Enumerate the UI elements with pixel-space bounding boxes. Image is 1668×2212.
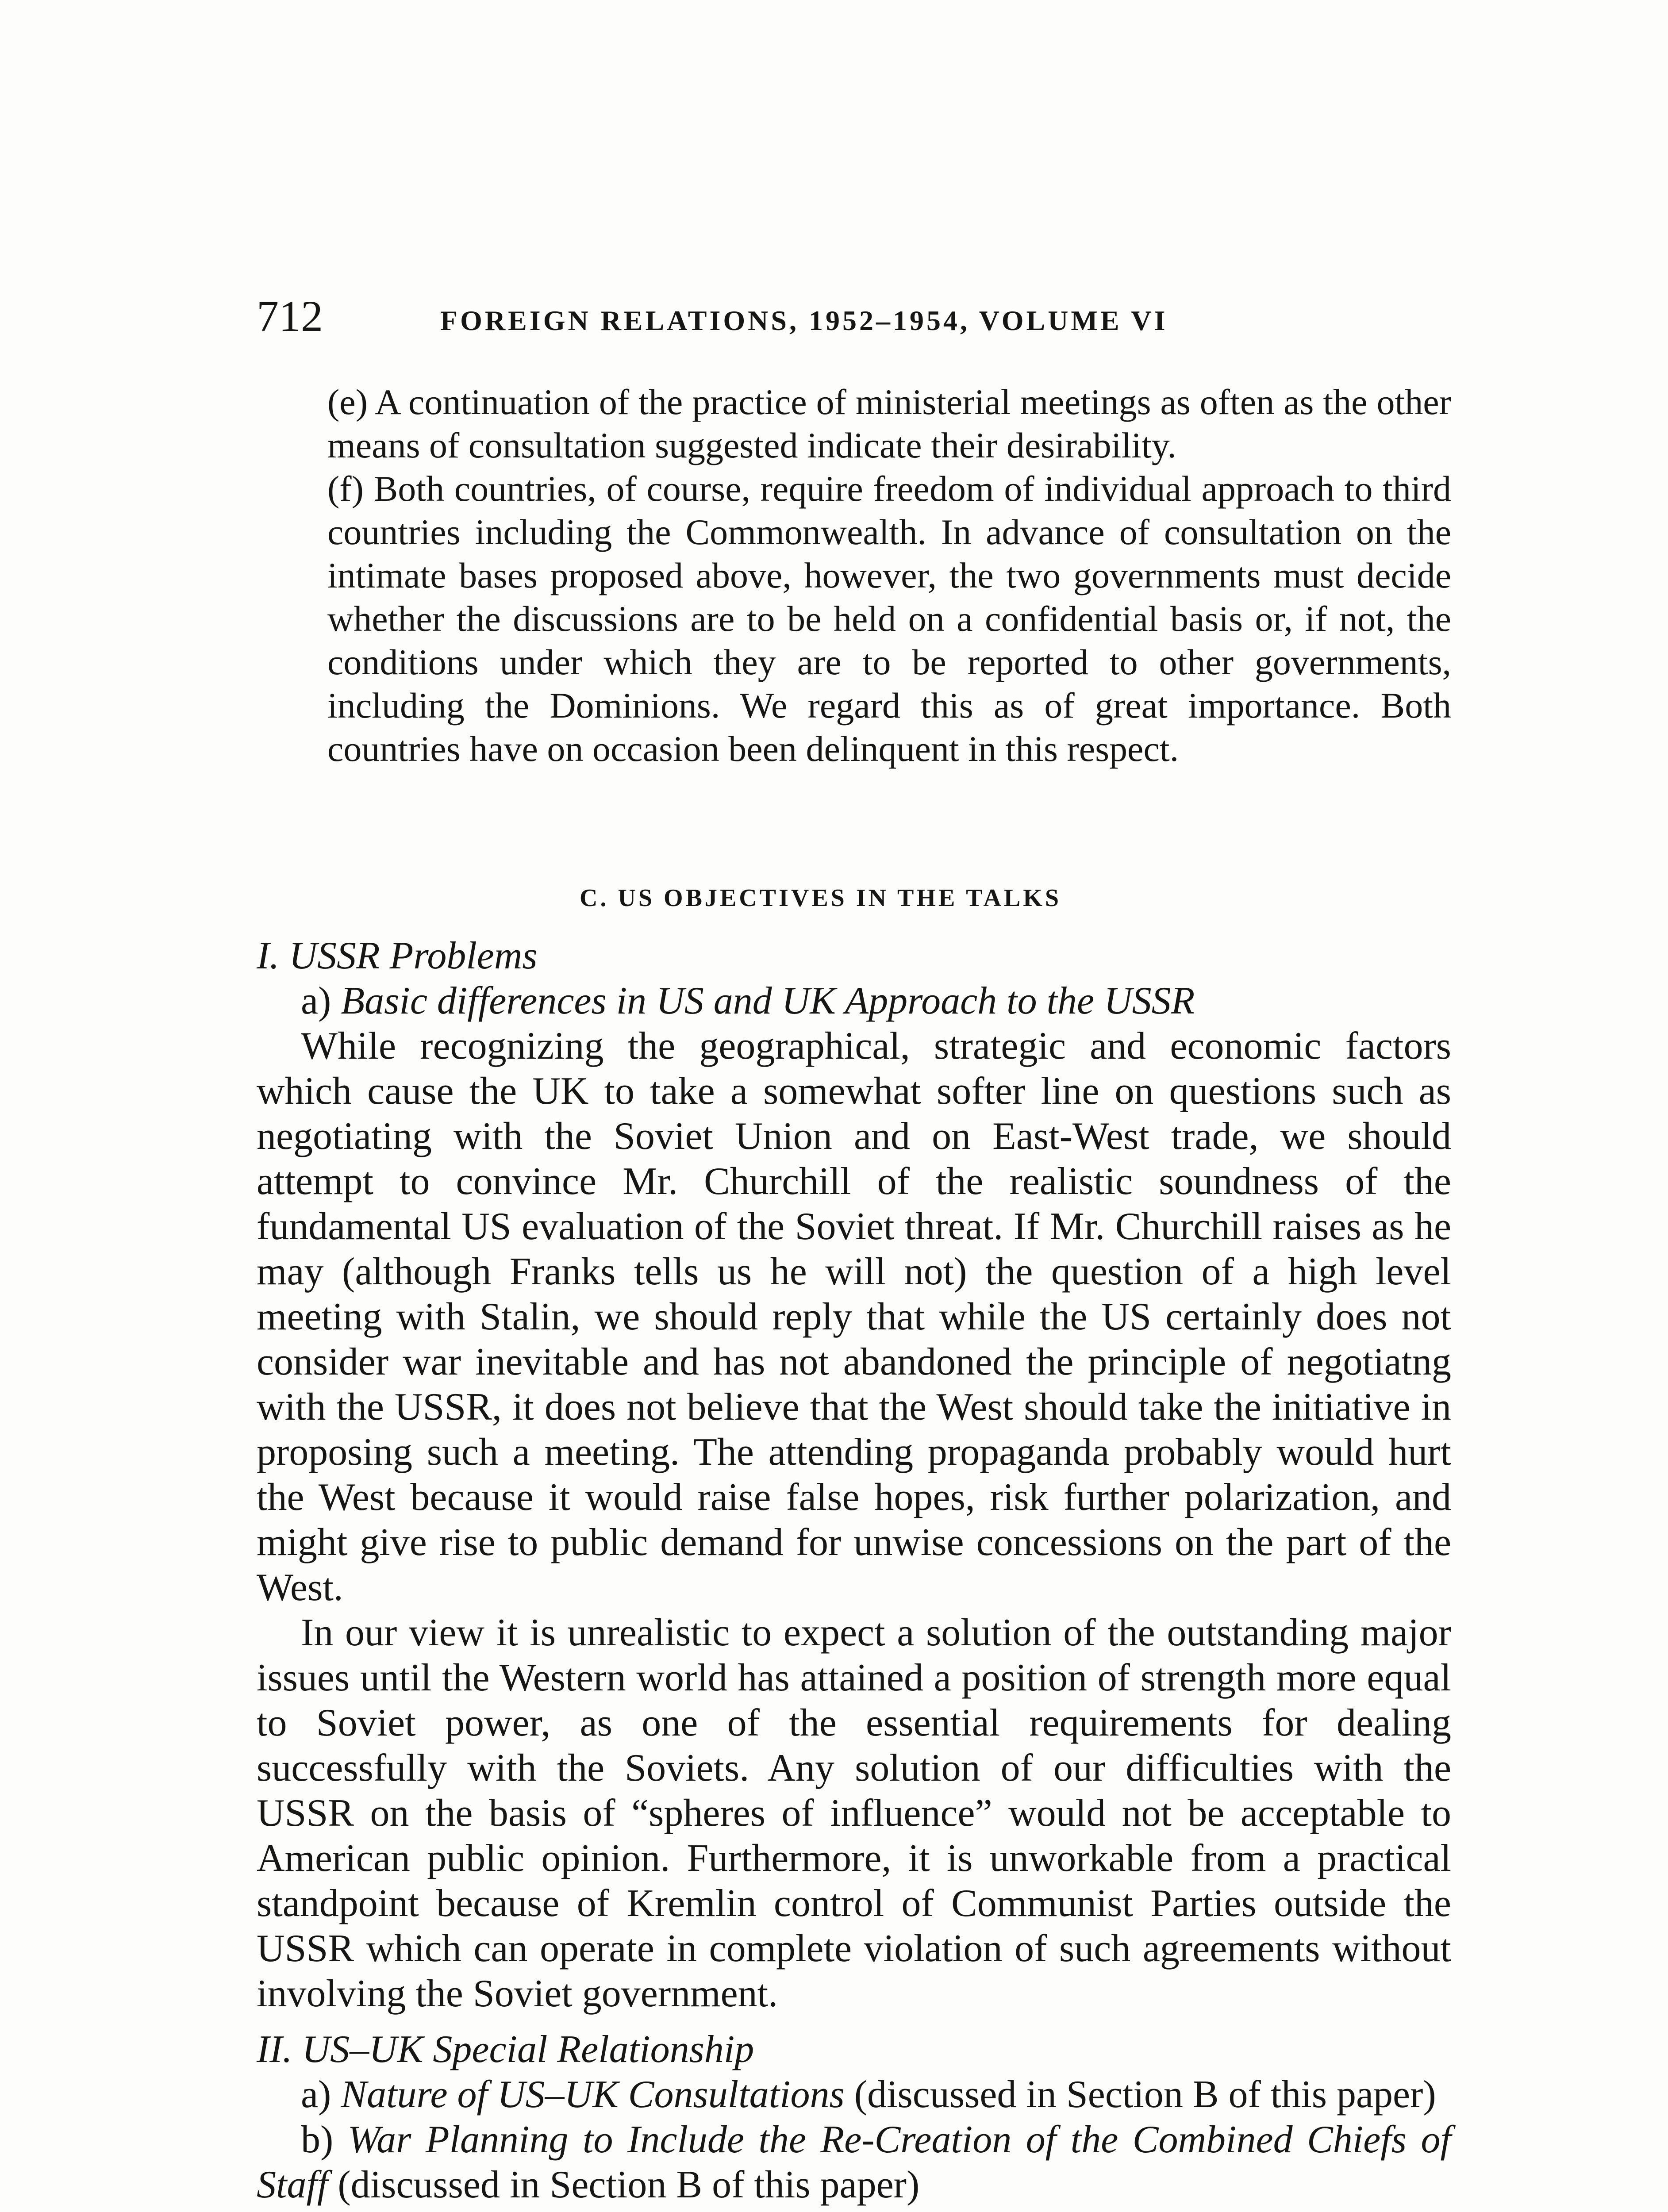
part-2-heading: II. US–UK Special Relationship — [257, 2028, 754, 2071]
running-title: FOREIGN RELATIONS, 1952–1954, VOLUME VI — [440, 305, 1168, 336]
paragraph-e: (e) A continuation of the practice of ministerial meetings as often as the other means of consultation suggested indicate their desirability. — [327, 382, 1451, 465]
main-text-block — [257, 933, 1451, 2208]
part-2-item-a — [257, 2072, 1451, 2117]
item-b-note: (discussed in Section B of this paper) — [328, 2163, 920, 2206]
paragraph-f: (f) Both countries, of course, require freedom of individual approach to third countries including the Commonwealth. In advance of consultation on the intimate bases proposed above, however, the two governments must decide whether the discussions are to be held on a confidential basis or, if not, the conditions under which they are to be reported to other governments, including the Dominions. We regard this as of great importance. Both countries have on occasion been delinquent in this respect. — [327, 469, 1451, 769]
item-b-title: War Planning to Include the Re-Creation of the Combined Chiefs of Staff — [257, 2118, 1451, 2206]
running-header — [257, 292, 1451, 341]
item-a-prefix: a) — [301, 2073, 341, 2116]
subheading-a-prefix: a) — [301, 979, 341, 1022]
small-text-block — [327, 380, 1451, 771]
part-1-subheading-a — [257, 979, 1451, 1024]
item-a-title: Nature of US–UK Consultations — [341, 2073, 845, 2116]
subheading-a-title: Basic differences in US and UK Approach to the USSR — [341, 979, 1195, 1022]
part-1-paragraph-2: In our view it is unrealistic to expect a solution of the outstanding major issues until the Western world has attained a position of strength more equal to Soviet power, as one of the essential requirements for dealing successfully with the Soviets. Any solution of our difficulties with the USSR on the basis of “spheres of influence” would not be acceptable to American public opinion. Furthermore, it is unworkable from a practical standpoint because of Kremlin control of Communist Parties outside the USSR which can operate in complete violation of such agreements without involving the Soviet government. — [257, 1611, 1451, 2015]
part-1-paragraph-1: While recognizing the geographical, strategic and economic factors which cause the UK to take a somewhat softer line on questions such as negotiating with the Soviet Union and on East-West trade, we should attempt to convince Mr. Churchill of the realistic soundness of the fundamental US evaluation of the Soviet threat. If Mr. Churchill raises as he may (although Franks tells us he will not) the question of a high level meeting with Stalin, we should reply that while the US certainly does not consider war inevitable and has not abandoned the principle of negotiatng with the USSR, it does not believe that the West should take the initiative in proposing such a meeting. The attending propaganda probably would hurt the West because it would raise false hopes, risk further polarization, and might give rise to public demand for unwise concessions on the part of the West. — [257, 1025, 1451, 1609]
page-number: 712 — [257, 292, 323, 341]
section-c-heading: C. US OBJECTIVES IN THE TALKS — [580, 884, 1061, 912]
item-a-note: (discussed in Section B of this paper) — [844, 2073, 1436, 2116]
part-2-item-b — [257, 2117, 1451, 2208]
part-1-heading: I. USSR Problems — [257, 934, 538, 977]
item-b-prefix: b) — [301, 2118, 348, 2161]
